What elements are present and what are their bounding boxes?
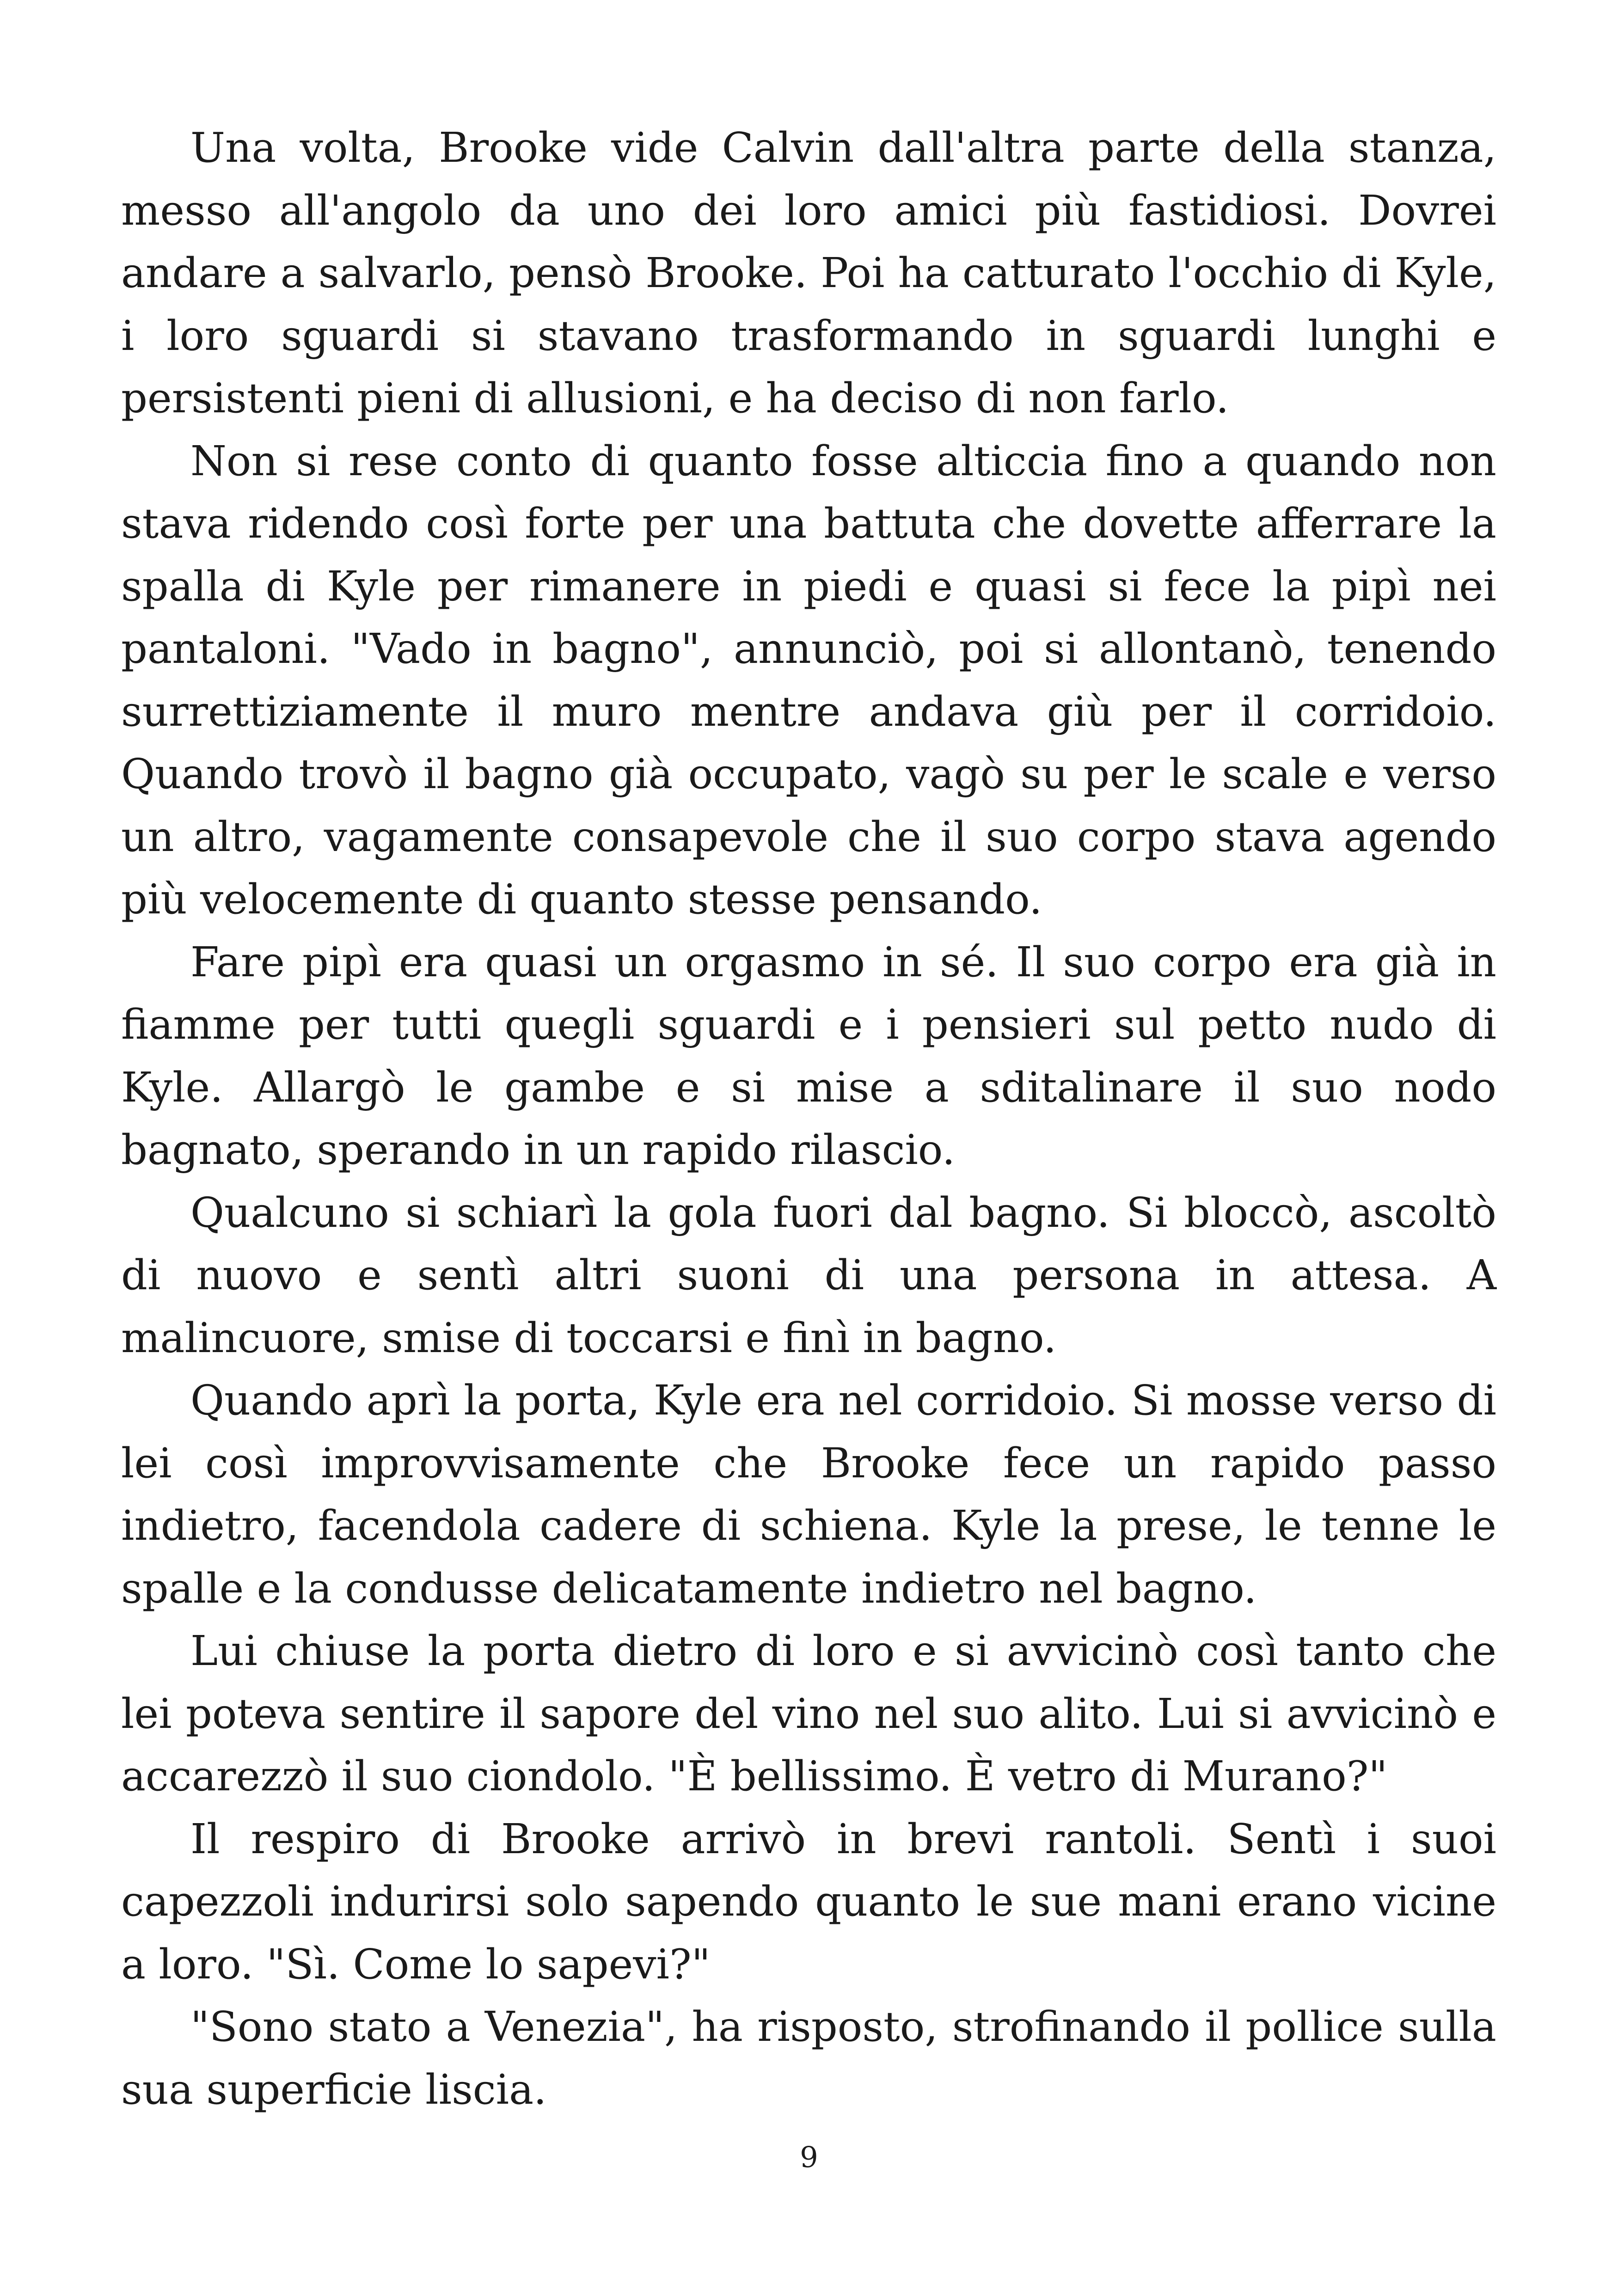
paragraph: Lui chiuse la porta dietro di loro e si avvicinò così tanto che lei poteva sentire il sapore del vino nel suo alito. Lui si avvicinò e accarezzò il suo ciondolo. "È bellissimo. È vetro di Murano?" [121,1627,1496,1800]
paragraph: Qualcuno si schiarì la gola fuori dal bagno. Si bloccò, ascoltò di nuovo e sentì altri suoni di una persona in attesa. A malincuore, smise di toccarsi e finì in bagno. [121,1188,1496,1362]
page-body-text [121,116,1496,2121]
paragraph: Non si rese conto di quanto fosse alticcia fino a quando non stava ridendo così forte per una battuta che dovette afferrare la spalla di Kyle per rimanere in piedi e quasi si fece la pipì nei pantaloni. "Vado in bagno", annunciò, poi si allontanò, tenendo surrettiziamente il muro mentre andava giù per il corridoio. Quando trovò il bagno già occupato, vagò su per le scale e verso un altro, vagamente consapevole che il suo corpo stava agendo più velocemente di quanto stesse pensando. [121,436,1496,923]
paragraph: Il respiro di Brooke arrivò in brevi rantoli. Sentì i suoi capezzoli indurirsi solo sapendo quanto le sue mani erano vicine a loro. "Sì. Come lo sapevi?" [121,1814,1496,1988]
page-number: 9 [800,2140,818,2174]
paragraph: "Sono stato a Venezia", ha risposto, strofinando il pollice sulla sua superficie liscia. [121,2002,1496,2113]
paragraph: Quando aprì la porta, Kyle era nel corridoio. Si mosse verso di lei così improvvisamente che Brooke fece un rapido passo indietro, facendola cadere di schiena. Kyle la prese, le tenne le spalle e la condusse delicatamente indietro nel bagno. [121,1376,1496,1612]
paragraph: Una volta, Brooke vide Calvin dall'altra parte della stanza, messo all'angolo da uno dei loro amici più fastidiosi. Dovrei andare a salvarlo, pensò Brooke. Poi ha catturato l'occhio di Kyle, i loro sguardi si stavano trasformando in sguardi lunghi e persistenti pieni di allusioni, e ha deciso di non farlo. [121,123,1496,422]
paragraph: Fare pipì era quasi un orgasmo in sé. Il suo corpo era già in fiamme per tutti quegli sguardi e i pensieri sul petto nudo di Kyle. Allargò le gambe e si mise a sditalinare il suo nodo bagnato, sperando in un rapido rilascio. [121,937,1496,1174]
